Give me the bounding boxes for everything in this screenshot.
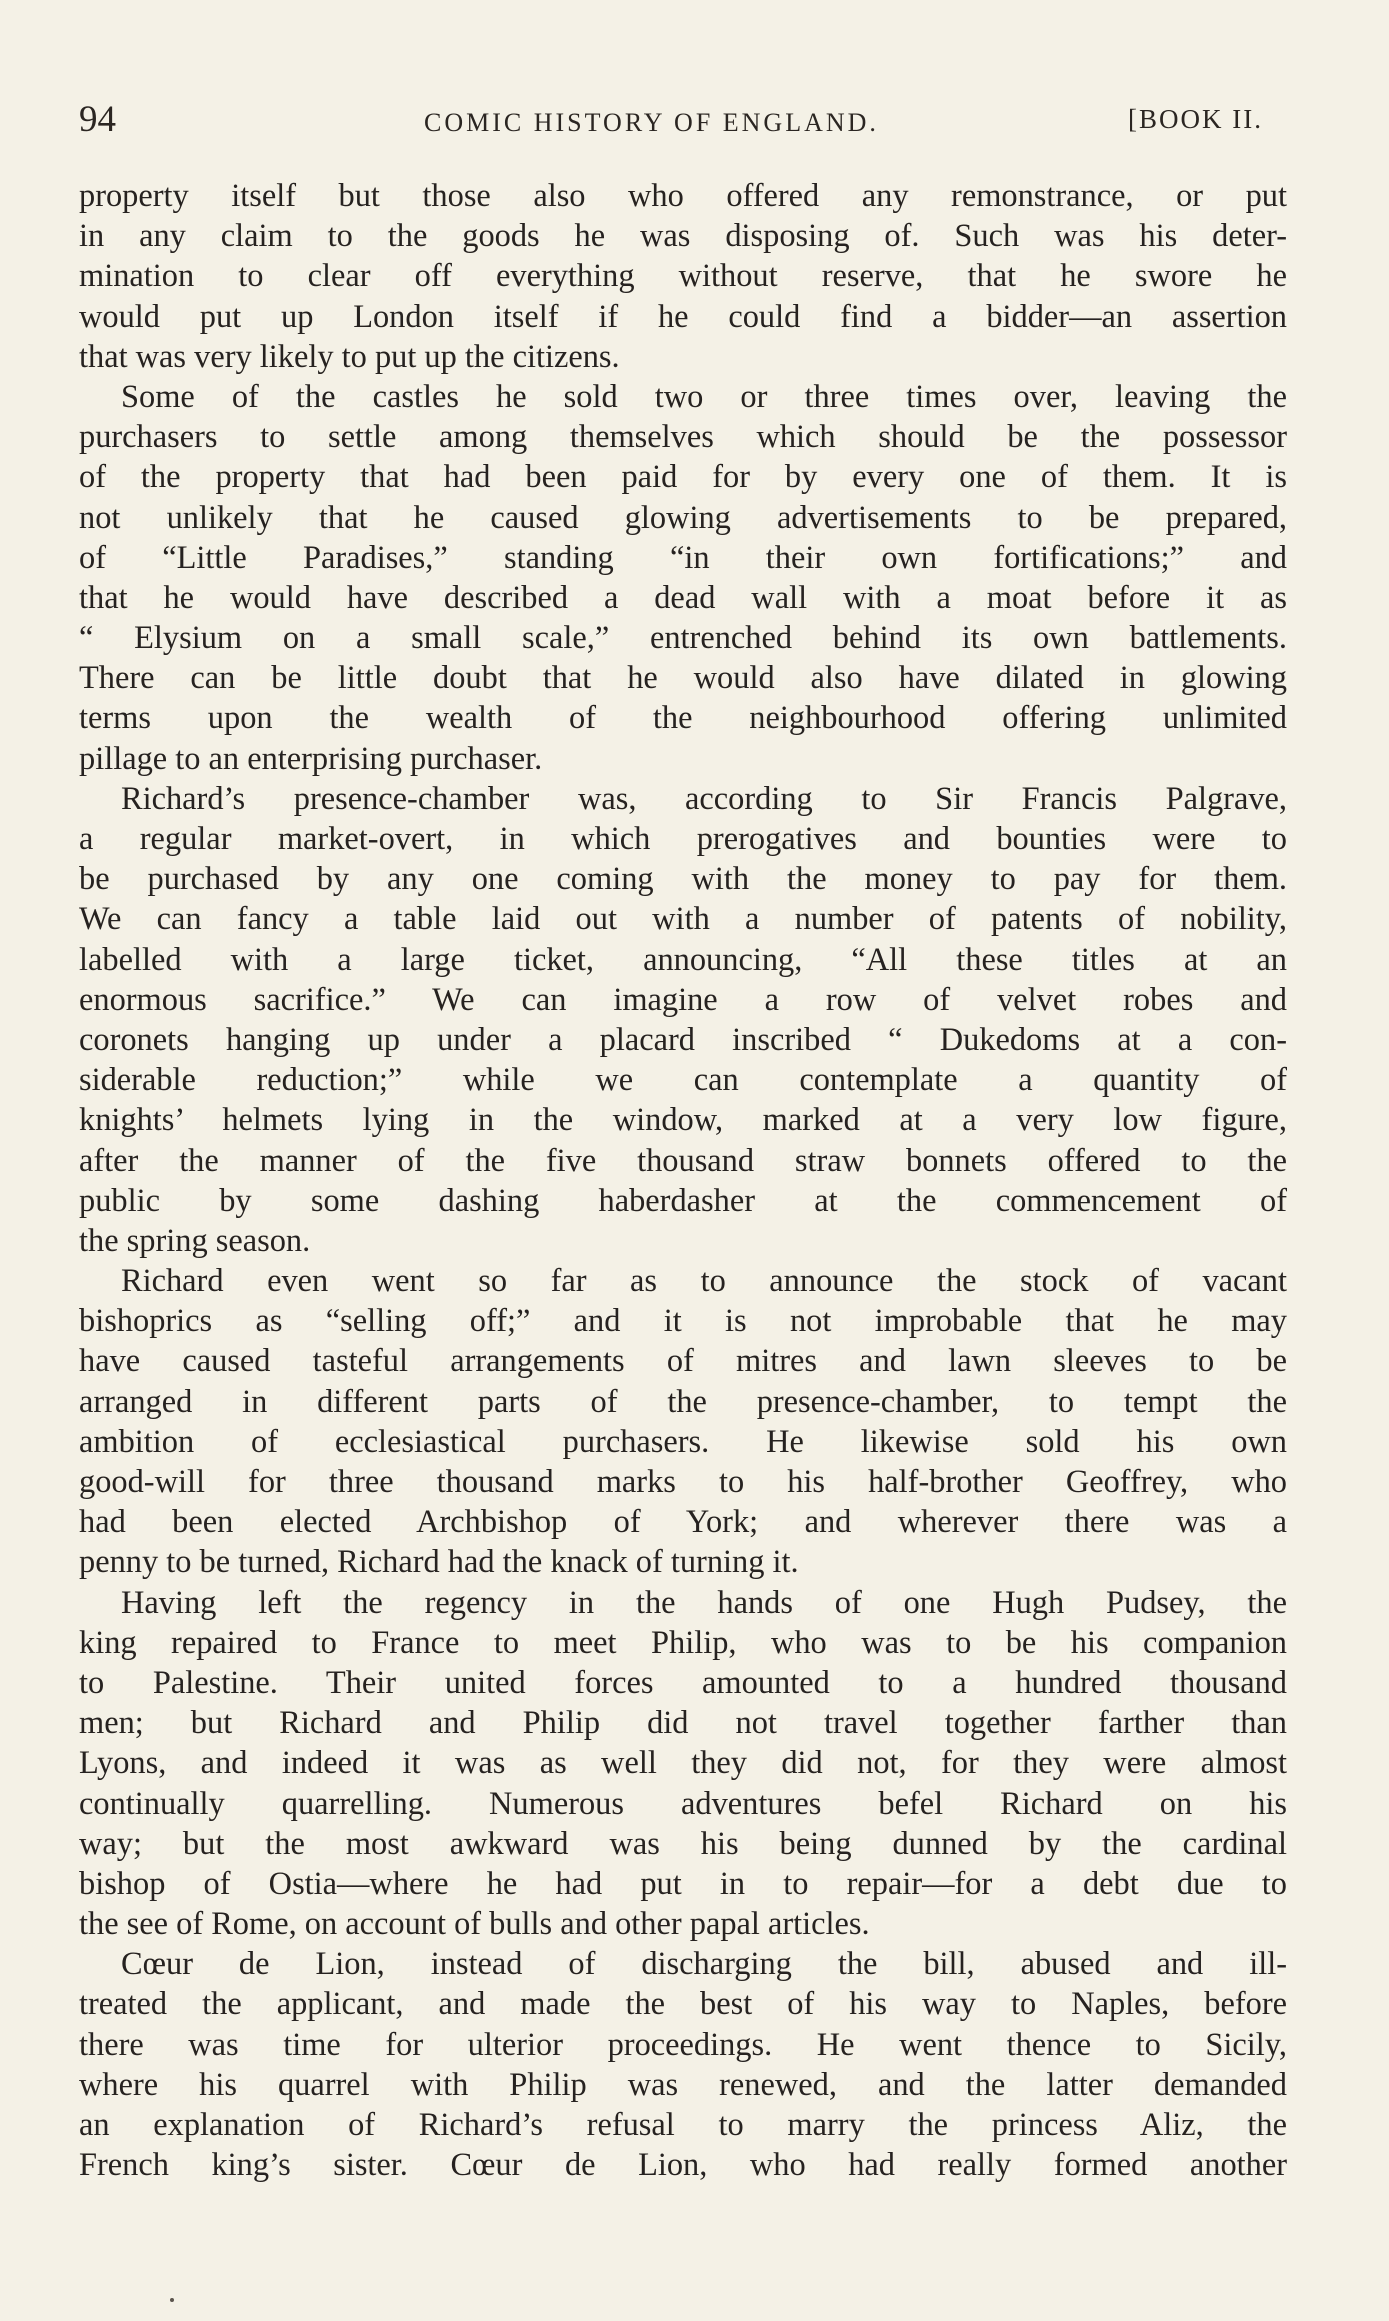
text-line: Richard’s presence-chamber was, according to Sir Francis Palgrave, xyxy=(121,780,1287,817)
print-speck xyxy=(170,2298,174,2302)
paragraph xyxy=(79,1944,1287,2185)
text-line: in any claim to the goods he was disposing of. Such was his deter- xyxy=(79,218,1287,255)
text-line: a regular market-overt, in which prerogatives and bounties were to xyxy=(79,821,1287,857)
text-line: ambition of ecclesiastical purchasers. He likewise sold his own xyxy=(79,1423,1287,1460)
text-line: to Palestine. Their united forces amounted to a hundred thousand xyxy=(79,1664,1287,1701)
text-line: way; but the most awkward was his being dunned by the cardinal xyxy=(79,1825,1287,1862)
text-line: Some of the castles he sold two or three times over, leaving the xyxy=(121,378,1287,415)
running-title: COMIC HISTORY OF ENGLAND. xyxy=(424,108,879,137)
text-line: Richard even went so far as to announce the stock of vacant xyxy=(121,1263,1287,1300)
book-section-label: [BOOK II. xyxy=(1128,104,1263,134)
text-line: after the manner of the five thousand straw bonnets offered to the xyxy=(79,1142,1287,1179)
text-line: Having left the regency in the hands of one Hugh Pudsey, the xyxy=(121,1584,1287,1621)
text-line: men; but Richard and Philip did not travel together farther than xyxy=(79,1705,1287,1742)
text-line: French king’s sister. Cœur de Lion, who had really formed another xyxy=(79,2147,1287,2184)
text-line: the see of Rome, on account of bulls and other papal articles. xyxy=(79,1906,870,1943)
text-line: treated the applicant, and made the best of his way to Naples, before xyxy=(79,1986,1287,2023)
text-line: be purchased by any one coming with the money to pay for them. xyxy=(79,861,1287,898)
text-line: “ Elysium on a small scale,” entrenched behind its own battlements. xyxy=(79,620,1287,657)
text-line: where his quarrel with Philip was renewed, and the latter demanded xyxy=(79,2066,1287,2103)
text-line: siderable reduction;” while we can contemplate a quantity of xyxy=(79,1062,1287,1099)
text-line: of the property that had been paid for by every one of them. It is xyxy=(79,459,1287,496)
text-line: that he would have described a dead wall with a moat before it as xyxy=(79,579,1287,616)
text-line: king repaired to France to meet Philip, who was to be his companion xyxy=(79,1624,1287,1661)
text-line: good-will for three thousand marks to his half-brother Geoffrey, who xyxy=(79,1464,1287,1500)
text-line: mination to clear off everything without reserve, that he swore he xyxy=(79,258,1287,295)
text-line: There can be little doubt that he would also have dilated in glowing xyxy=(79,660,1287,697)
text-line: that was very likely to put up the citizens. xyxy=(79,338,620,375)
text-line: Cœur de Lion, instead of discharging the bill, abused and ill- xyxy=(121,1946,1287,1983)
text-line: bishop of Ostia—where he had put in to repair—for a debt due to xyxy=(79,1865,1287,1902)
text-line: property itself but those also who offered any remonstrance, or put xyxy=(79,178,1287,214)
text-line: We can fancy a table laid out with a number of patents of nobility, xyxy=(79,901,1287,938)
text-line: continually quarrelling. Numerous adventures befel Richard on his xyxy=(79,1785,1287,1822)
page-number: 94 xyxy=(79,99,116,140)
text-line: not unlikely that he caused glowing advertisements to be prepared, xyxy=(79,499,1287,536)
paragraph xyxy=(79,1583,1287,1945)
text-line: terms upon the wealth of the neighbourhood offering unlimited xyxy=(79,700,1287,737)
paragraph xyxy=(79,176,1287,377)
page-header xyxy=(79,100,1279,150)
text-line: of “Little Paradises,” standing “in their own fortifications;” and xyxy=(79,539,1287,576)
text-line: have caused tasteful arrangements of mitres and lawn sleeves to be xyxy=(79,1343,1287,1380)
text-line: coronets hanging up under a placard inscribed “ Dukedoms at a con- xyxy=(79,1021,1287,1058)
text-line: would put up London itself if he could find a bidder—an assertion xyxy=(79,298,1287,335)
text-line: bishoprics as “selling off;” and it is not improbable that he may xyxy=(79,1303,1287,1340)
text-line: the spring season. xyxy=(79,1222,311,1259)
text-line: pillage to an enterprising purchaser. xyxy=(79,740,543,777)
text-line: enormous sacrifice.” We can imagine a row of velvet robes and xyxy=(79,981,1287,1018)
paragraph xyxy=(79,377,1287,779)
text-line: purchasers to settle among themselves which should be the possessor xyxy=(79,419,1287,456)
text-line: had been elected Archbishop of York; and wherever there was a xyxy=(79,1504,1287,1541)
text-line: arranged in different parts of the presence-chamber, to tempt the xyxy=(79,1383,1287,1420)
text-line: an explanation of Richard’s refusal to marry the princess Aliz, the xyxy=(79,2107,1287,2143)
paragraph xyxy=(79,1261,1287,1583)
text-line: labelled with a large ticket, announcing, “All these titles at an xyxy=(79,941,1287,978)
text-line: public by some dashing haberdasher at the commencement of xyxy=(79,1182,1287,1219)
text-line: there was time for ulterior proceedings. He went thence to Sicily, xyxy=(79,2026,1287,2063)
body-text xyxy=(79,176,1287,2185)
text-line: knights’ helmets lying in the window, marked at a very low figure, xyxy=(79,1102,1287,1139)
paragraph xyxy=(79,779,1287,1261)
text-line: penny to be turned, Richard had the knack of turning it. xyxy=(79,1544,799,1581)
text-line: Lyons, and indeed it was as well they did not, for they were almost xyxy=(79,1745,1287,1782)
